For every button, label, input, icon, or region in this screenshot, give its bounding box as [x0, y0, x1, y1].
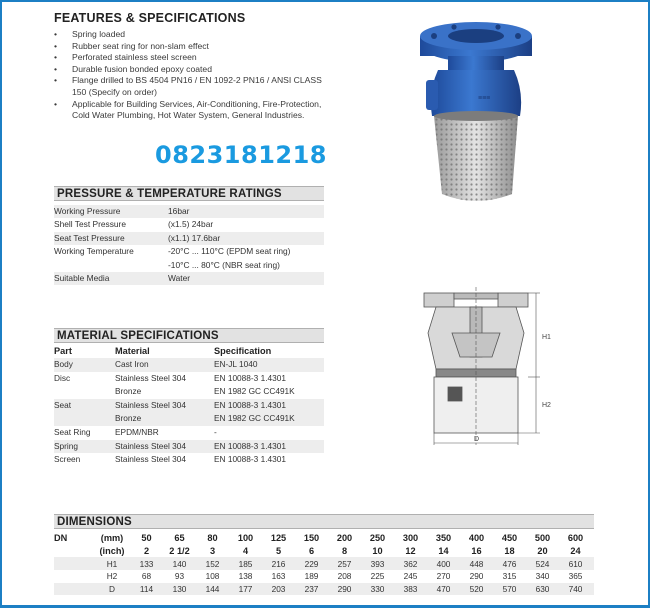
- dimensions-mm-row: [54, 532, 594, 545]
- material-row: [54, 426, 324, 440]
- features-title: FEATURES & SPECIFICATIONS: [54, 11, 246, 25]
- material-spec: EN 10088-3 1.4301: [214, 440, 286, 451]
- pressure-value-cell: [168, 232, 324, 245]
- inch-value: 16: [471, 546, 482, 557]
- material-header-cell: Part: [54, 346, 72, 356]
- inch-value: 3: [209, 546, 216, 557]
- pressure-label: Working Pressure: [54, 206, 121, 216]
- drawing-label-h2: H2: [542, 402, 551, 409]
- mm-value: 450: [501, 533, 518, 544]
- pressure-section-header: [54, 186, 324, 201]
- pressure-value: Water: [168, 273, 191, 284]
- material-spec: EN 1982 GC CC491K: [214, 413, 295, 424]
- material-row: [54, 372, 324, 386]
- valve-cross-section-drawing: [412, 283, 554, 451]
- inch-label: (inch): [99, 546, 125, 557]
- mm-value: 80: [207, 533, 218, 544]
- dimension-value: 470: [436, 584, 451, 595]
- dimension-value: 140: [172, 558, 187, 569]
- dimension-value: 237: [304, 584, 319, 595]
- inch-value: 14: [438, 546, 449, 557]
- dimension-value: 189: [304, 571, 319, 582]
- mm-value: 500: [534, 533, 551, 544]
- material-part: Screen: [54, 454, 81, 465]
- dimension-value: 93: [174, 571, 185, 582]
- feature-item: • Durable fusion bonded epoxy coated: [54, 64, 324, 76]
- material-spec: EN 10088-3 1.4301: [214, 372, 286, 383]
- material-name: Cast Iron: [115, 359, 149, 369]
- dimension-value: 610: [568, 558, 583, 569]
- pressure-value: (x1.1) 17.6bar: [168, 232, 221, 243]
- material-spec: EN 1982 GC CC491K: [214, 386, 295, 397]
- material-spec: EN 10088-3 1.4301: [214, 399, 286, 410]
- dimension-value: 340: [535, 571, 550, 582]
- inch-value: 20: [537, 546, 548, 557]
- dimension-label: H1: [106, 558, 118, 569]
- dimension-value: 524: [535, 558, 550, 569]
- dimension-value: 185: [238, 558, 253, 569]
- pressure-value: -10°C ... 80°C (NBR seat ring): [168, 259, 280, 270]
- dimension-value: 330: [370, 584, 385, 595]
- pressure-row: [54, 232, 324, 245]
- dimension-value: 257: [337, 558, 352, 569]
- dimension-value: 393: [370, 558, 385, 569]
- pressure-title: PRESSURE & TEMPERATURE RATINGS: [57, 188, 282, 200]
- dimension-value: 130: [172, 584, 187, 595]
- material-part: Seat: [54, 399, 72, 410]
- feature-list: [54, 29, 324, 122]
- dimension-value: 290: [469, 571, 484, 582]
- material-name: Stainless Steel 304: [115, 372, 187, 383]
- dimensions-data-row: [54, 570, 594, 583]
- foot-valve-product-image: [404, 22, 574, 207]
- dimension-value: 152: [205, 558, 220, 569]
- material-part: Spring: [54, 440, 78, 451]
- dimension-value: 245: [403, 571, 418, 582]
- material-name: Stainless Steel 304: [115, 399, 187, 410]
- mm-value: 250: [369, 533, 386, 544]
- svg-text:≡≡≡: ≡≡≡: [478, 95, 491, 102]
- pressure-value-cell: [168, 218, 324, 231]
- material-spec: EN-JL 1040: [214, 359, 258, 369]
- dimensions-section-header: [54, 514, 594, 529]
- dimension-value: 476: [502, 558, 517, 569]
- dimension-value: 290: [337, 584, 352, 595]
- pressure-value: 16bar: [168, 206, 190, 216]
- pressure-label: Shell Test Pressure: [54, 219, 126, 230]
- pressure-value-cell: [168, 245, 324, 272]
- inch-value: 8: [341, 546, 348, 557]
- dimension-value: 114: [139, 584, 154, 595]
- dimension-value: 208: [337, 571, 352, 582]
- dimension-value: 400: [436, 558, 451, 569]
- pressure-label: Seat Test Pressure: [54, 232, 125, 243]
- dimension-value: 68: [141, 571, 152, 582]
- pressure-value: (x1.5) 24bar: [168, 219, 214, 230]
- inch-value: 2: [143, 546, 150, 557]
- drawing-label-h1: H1: [542, 334, 551, 341]
- pressure-value-cell: [168, 205, 324, 218]
- material-name: Stainless Steel 304: [115, 440, 187, 451]
- material-row: [54, 412, 324, 426]
- feature-item: • Rubber seat ring for non-slam effect: [54, 41, 324, 53]
- mm-value: 300: [402, 533, 419, 544]
- dimension-value: 225: [370, 571, 385, 582]
- material-row: [54, 453, 324, 467]
- mm-value: 400: [468, 533, 485, 544]
- inch-value: 24: [570, 546, 581, 557]
- material-part: [54, 385, 115, 399]
- mm-value: 150: [303, 533, 320, 544]
- dimensions-title: DIMENSIONS: [57, 516, 132, 528]
- pressure-value-cell: [168, 272, 324, 285]
- material-name: Stainless Steel 304: [115, 454, 187, 465]
- dimension-value: 216: [271, 558, 286, 569]
- pressure-row: [54, 245, 324, 272]
- feature-item: • Applicable for Building Services, Air-Conditioning, Fire-Protection, Cold Water Plumbing, Hot Water System, General Industries.: [54, 99, 324, 122]
- material-row: [54, 385, 324, 399]
- dimension-value: 362: [403, 558, 418, 569]
- feature-item: • Flange drilled to BS 4504 PN16 / EN 1092-2 PN16 / ANSI CLASS 150 (Specify on order): [54, 75, 324, 98]
- dimensions-data-row: [54, 557, 594, 570]
- dimension-value: 570: [502, 584, 517, 595]
- dn-label: DN: [54, 533, 68, 544]
- material-name: Bronze: [115, 413, 142, 424]
- dimension-value: 177: [238, 584, 253, 595]
- dimension-value: 144: [205, 584, 220, 595]
- dimension-value: 740: [568, 584, 583, 595]
- material-row: [54, 399, 324, 413]
- dimension-value: 138: [238, 571, 253, 582]
- material-name: EPDM/NBR: [115, 426, 159, 437]
- feature-item: • Perforated stainless steel screen: [54, 52, 324, 64]
- material-row: [54, 358, 324, 372]
- material-title: MATERIAL SPECIFICATIONS: [57, 330, 219, 342]
- dimension-label: D: [109, 584, 115, 595]
- material-name: Bronze: [115, 386, 142, 397]
- dimension-value: 133: [139, 558, 154, 569]
- dimension-value: 520: [469, 584, 484, 595]
- inch-value: 4: [242, 546, 249, 557]
- material-spec: EN 10088-3 1.4301: [214, 454, 286, 465]
- phone-number: 0823181218: [155, 141, 327, 169]
- pressure-row: [54, 272, 324, 285]
- material-header-cell: Material: [115, 346, 150, 356]
- dimension-value: 448: [469, 558, 484, 569]
- material-row: [54, 440, 324, 454]
- pressure-label: Suitable Media: [54, 273, 110, 284]
- dimension-value: 630: [535, 584, 550, 595]
- inch-value: 2 1/2: [169, 546, 190, 557]
- material-table: [54, 344, 324, 467]
- mm-value: 65: [174, 533, 185, 544]
- dimensions-table: [54, 532, 594, 595]
- feature-item: • Spring loaded: [54, 29, 324, 41]
- material-part: Seat Ring: [54, 426, 91, 437]
- mm-value: 50: [141, 533, 152, 544]
- material-part: Disc: [54, 372, 71, 383]
- dimension-label: H2: [106, 571, 118, 582]
- material-part: Body: [54, 359, 73, 369]
- mm-label: (mm): [100, 533, 124, 544]
- dimension-value: 365: [568, 571, 583, 582]
- material-header-cell: Specification: [214, 346, 272, 356]
- inch-value: 6: [308, 546, 315, 557]
- dimension-value: 270: [436, 571, 451, 582]
- inch-value: 5: [275, 546, 282, 557]
- pressure-value: -20°C ... 110°C (EPDM seat ring): [168, 246, 291, 257]
- frame-top: [0, 0, 650, 2]
- pressure-row: [54, 205, 324, 218]
- frame-left: [0, 0, 2, 608]
- pressure-row: [54, 218, 324, 231]
- inch-value: 18: [504, 546, 515, 557]
- dimension-value: 163: [271, 571, 286, 582]
- dimension-value: 229: [304, 558, 319, 569]
- drawing-label-d: D: [474, 436, 480, 443]
- material-section-header: [54, 328, 324, 343]
- pressure-label: Working Temperature: [54, 246, 134, 257]
- dimension-value: 315: [502, 571, 517, 582]
- dimensions-inch-row: [54, 545, 594, 558]
- pressure-table: [54, 205, 324, 285]
- inch-value: 12: [405, 546, 416, 557]
- dimension-value: 383: [403, 584, 418, 595]
- material-header-row: [54, 344, 324, 358]
- mm-value: 125: [270, 533, 287, 544]
- mm-value: 100: [237, 533, 254, 544]
- mm-value: 200: [336, 533, 353, 544]
- dimension-value: 203: [271, 584, 286, 595]
- dimensions-data-row: [54, 583, 594, 596]
- mm-value: 600: [567, 533, 584, 544]
- dimension-value: 108: [205, 571, 220, 582]
- material-part: [54, 412, 115, 426]
- material-spec: -: [214, 426, 217, 437]
- mm-value: 350: [435, 533, 452, 544]
- inch-value: 10: [372, 546, 383, 557]
